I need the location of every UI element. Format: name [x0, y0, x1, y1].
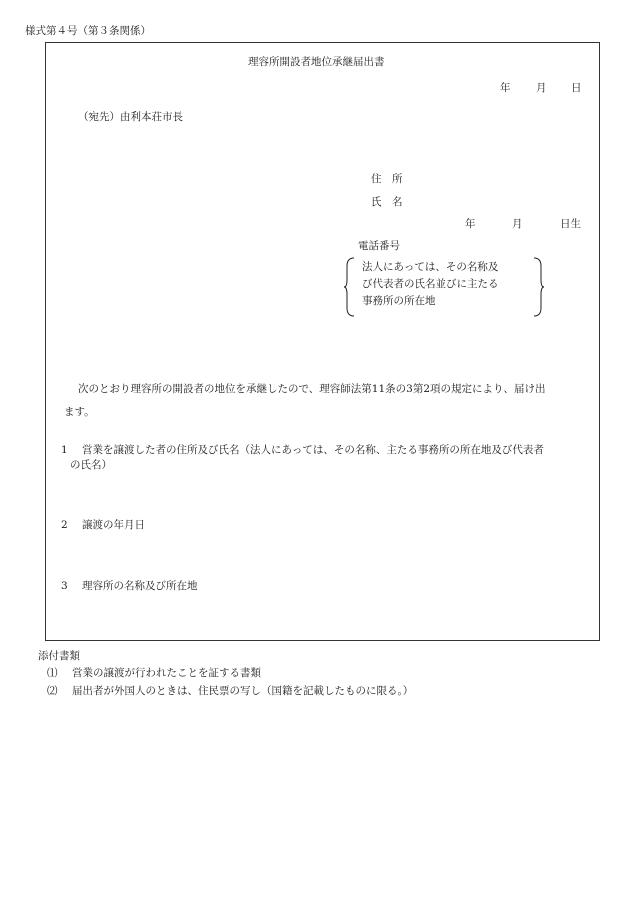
body-text-line-1: 次のとおり理容所の開設者の地位を承継したので、理容師法第11条の3第2項の規定により、届け出	[78, 383, 546, 395]
corporate-note-line-2: び代表者の氏名並びに主たる	[362, 278, 499, 290]
attachment-2-text: 届出者が外国人のときは、住民票の写し（国籍を記載したものに限る。）	[72, 685, 414, 697]
item-1-text-line-1: 営業を譲渡した者の住所及び氏名（法人にあっては、その名称、主たる事務所の所在地及び代表者	[82, 444, 544, 456]
corporate-note-line-3: 事務所の所在地	[362, 295, 436, 307]
item-1-number: 1	[61, 444, 68, 456]
address-label: 住 所	[371, 173, 403, 185]
form-number-label: 様式第４号（第３条関係）	[25, 25, 151, 37]
birth-day: 日生	[560, 218, 581, 230]
item-1-text-line-2: の氏名）	[70, 459, 112, 471]
name-label: 氏 名	[371, 196, 403, 208]
attachment-1-text: 営業の譲渡が行われたことを証する書類	[72, 667, 261, 679]
item-2-text: 譲渡の年月日	[82, 519, 145, 531]
attachment-1-number: ⑴	[47, 667, 58, 679]
item-3-number: 3	[61, 580, 68, 592]
item-2-number: 2	[61, 519, 68, 531]
corporate-note-line-1: 法人にあっては、その名称及	[362, 261, 499, 273]
corporate-note	[344, 256, 544, 318]
form-box	[45, 42, 600, 641]
phone-label: 電話番号	[358, 240, 400, 252]
date-year: 年	[500, 82, 511, 94]
date-day: 日	[571, 82, 582, 94]
attachments-heading: 添付書類	[38, 650, 80, 662]
body-text-line-2: ます。	[64, 406, 95, 418]
birth-year: 年	[465, 218, 476, 230]
document-title: 理容所開設者地位承継届出書	[248, 56, 385, 68]
date-month: 月	[536, 82, 547, 94]
item-3-text: 理容所の名称及び所在地	[82, 580, 198, 592]
birth-month: 月	[512, 218, 523, 230]
addressee: （宛先）由利本荘市長	[78, 111, 183, 123]
attachment-2-number: ⑵	[47, 685, 58, 697]
